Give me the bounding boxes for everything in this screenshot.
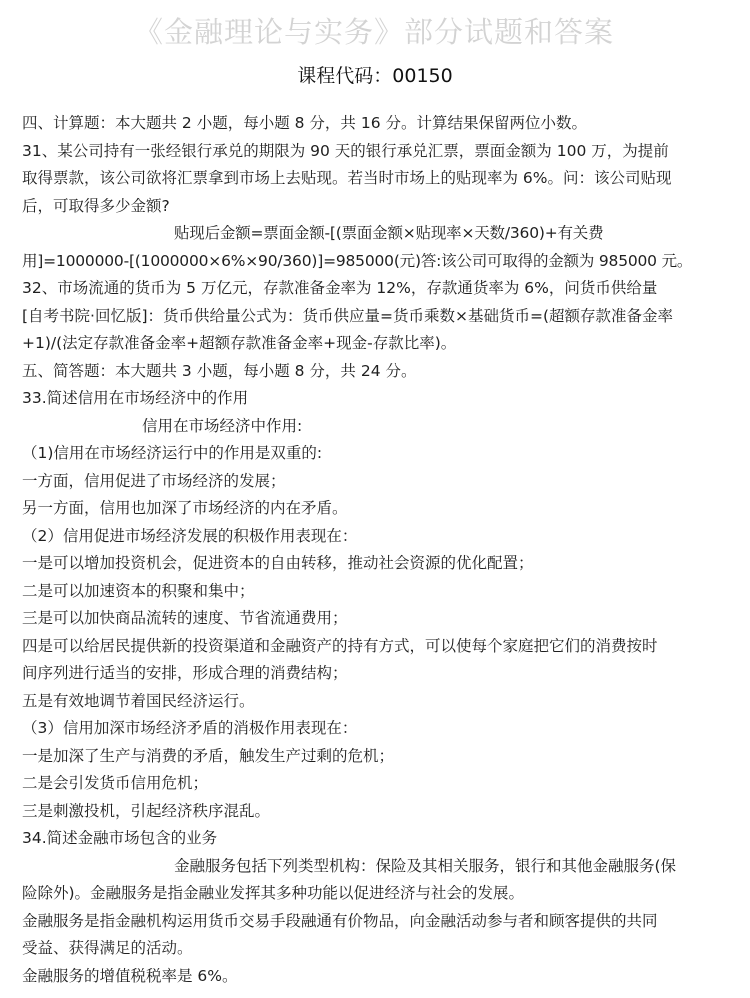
answer-32-line: +1)/(法定存款准备金率+超额存款准备金率+现金-存款比率)。 <box>22 334 457 352</box>
question-32-line: 32、市场流通的货币为 5 万亿元，存款准备金率为 12%，存款通货率为 6%，问货币供给量 <box>22 279 658 297</box>
section-heading-calc: 四、计算题：本大题共 2 小题，每小题 8 分，共 16 分。计算结果保留两位小数。 <box>22 114 588 132</box>
answer-34-line: 受益、获得满足的活动。 <box>22 939 193 957</box>
document-body <box>22 110 722 990</box>
course-code: 课程代码：00150 <box>297 65 453 87</box>
answer-34-text: 金融服务包括下列类型机构：保险及其相关服务，银行和其他金融服务(保 <box>174 856 677 875</box>
answer-34-line: 险除外)。金融服务是指金融业发挥其多种功能以促进经济与社会的发展。 <box>22 884 525 902</box>
answer-31-line: 用]=1000000-[(1000000×6%×90/360)]=985000(元)答:该公司可取得的金额为 985000 元。 <box>22 251 693 270</box>
answer-34-line <box>22 853 722 881</box>
answer-33-line: 三是可以加快商品流转的速度、节省流通费用； <box>22 609 348 627</box>
answer-33-line: 二是会引发货币信用危机； <box>22 774 209 792</box>
question-31-line: 后，可取得多少金额? <box>22 196 170 215</box>
question-31-line: 31、某公司持有一张经银行承兑的期限为 90 天的银行承兑汇票，票面金额为 100 万，为提前 <box>22 141 669 160</box>
document-title <box>0 10 750 51</box>
answer-33-line: 二是可以加速资本的积聚和集中； <box>22 581 255 600</box>
answer-33-line: （2）信用促进市场经济发展的积极作用表现在： <box>22 526 358 545</box>
question-31-line: 取得票款，该公司欲将汇票拿到市场上去贴现。若当时市场上的贴现率为 6%。问：该公司贴现 <box>22 169 672 187</box>
answer-33-line: 一是可以增加投资机会，促进资本的自由转移，推动社会资源的优化配置； <box>22 554 534 572</box>
answer-33-line: 间序列进行适当的安排，形成合理的消费结构； <box>22 664 348 682</box>
answer-33-line: 三是刺激投机，引起经济秩序混乱。 <box>22 801 271 820</box>
answer-33-line: 一方面，信用促进了市场经济的发展； <box>22 471 286 490</box>
answer-33-line: （3）信用加深市场经济矛盾的消极作用表现在： <box>22 719 358 737</box>
answer-31-line <box>22 220 722 248</box>
answer-33-intro-text: 信用在市场经济中作用: <box>142 416 303 435</box>
document-title-text: 《金融理论与实务》部分试题和答案 <box>133 15 614 49</box>
question-34: 34.简述金融市场包含的业务 <box>22 829 218 847</box>
answer-33-line: （1)信用在市场经济运行中的作用是双重的: <box>22 444 323 462</box>
answer-33-line: 另一方面，信用也加深了市场经济的内在矛盾。 <box>22 499 348 517</box>
answer-33-line: 一是加深了生产与消费的矛盾，触发生产过剩的危机； <box>22 746 395 765</box>
answer-33-line: 四是可以给居民提供新的投资渠道和金融资产的持有方式，可以使每个家庭把它们的消费按时 <box>22 636 658 655</box>
answer-31-text: 贴现后金额=票面金额-[(票面金额×贴现率×天数/360)+有关费 <box>174 224 604 242</box>
answer-33-intro <box>22 413 722 441</box>
question-33: 33.简述信用在市场经济中的作用 <box>22 389 249 407</box>
section-heading-short: 五、简答题：本大题共 3 小题，每小题 8 分，共 24 分。 <box>22 361 417 380</box>
answer-33-line: 五是有效地调节着国民经济运行。 <box>22 691 255 710</box>
answer-34-line: 金融服务是指金融机构运用货币交易手段融通有价物品，向金融活动参与者和顾客提供的共同 <box>22 911 658 930</box>
answer-34-line: 金融服务的增值税税率是 6%。 <box>22 966 238 985</box>
answer-32-line: [自考书院·回忆版]：货币供给量公式为：货币供应量=货币乘数×基础货币=(超额存款准备金率 <box>22 306 674 325</box>
